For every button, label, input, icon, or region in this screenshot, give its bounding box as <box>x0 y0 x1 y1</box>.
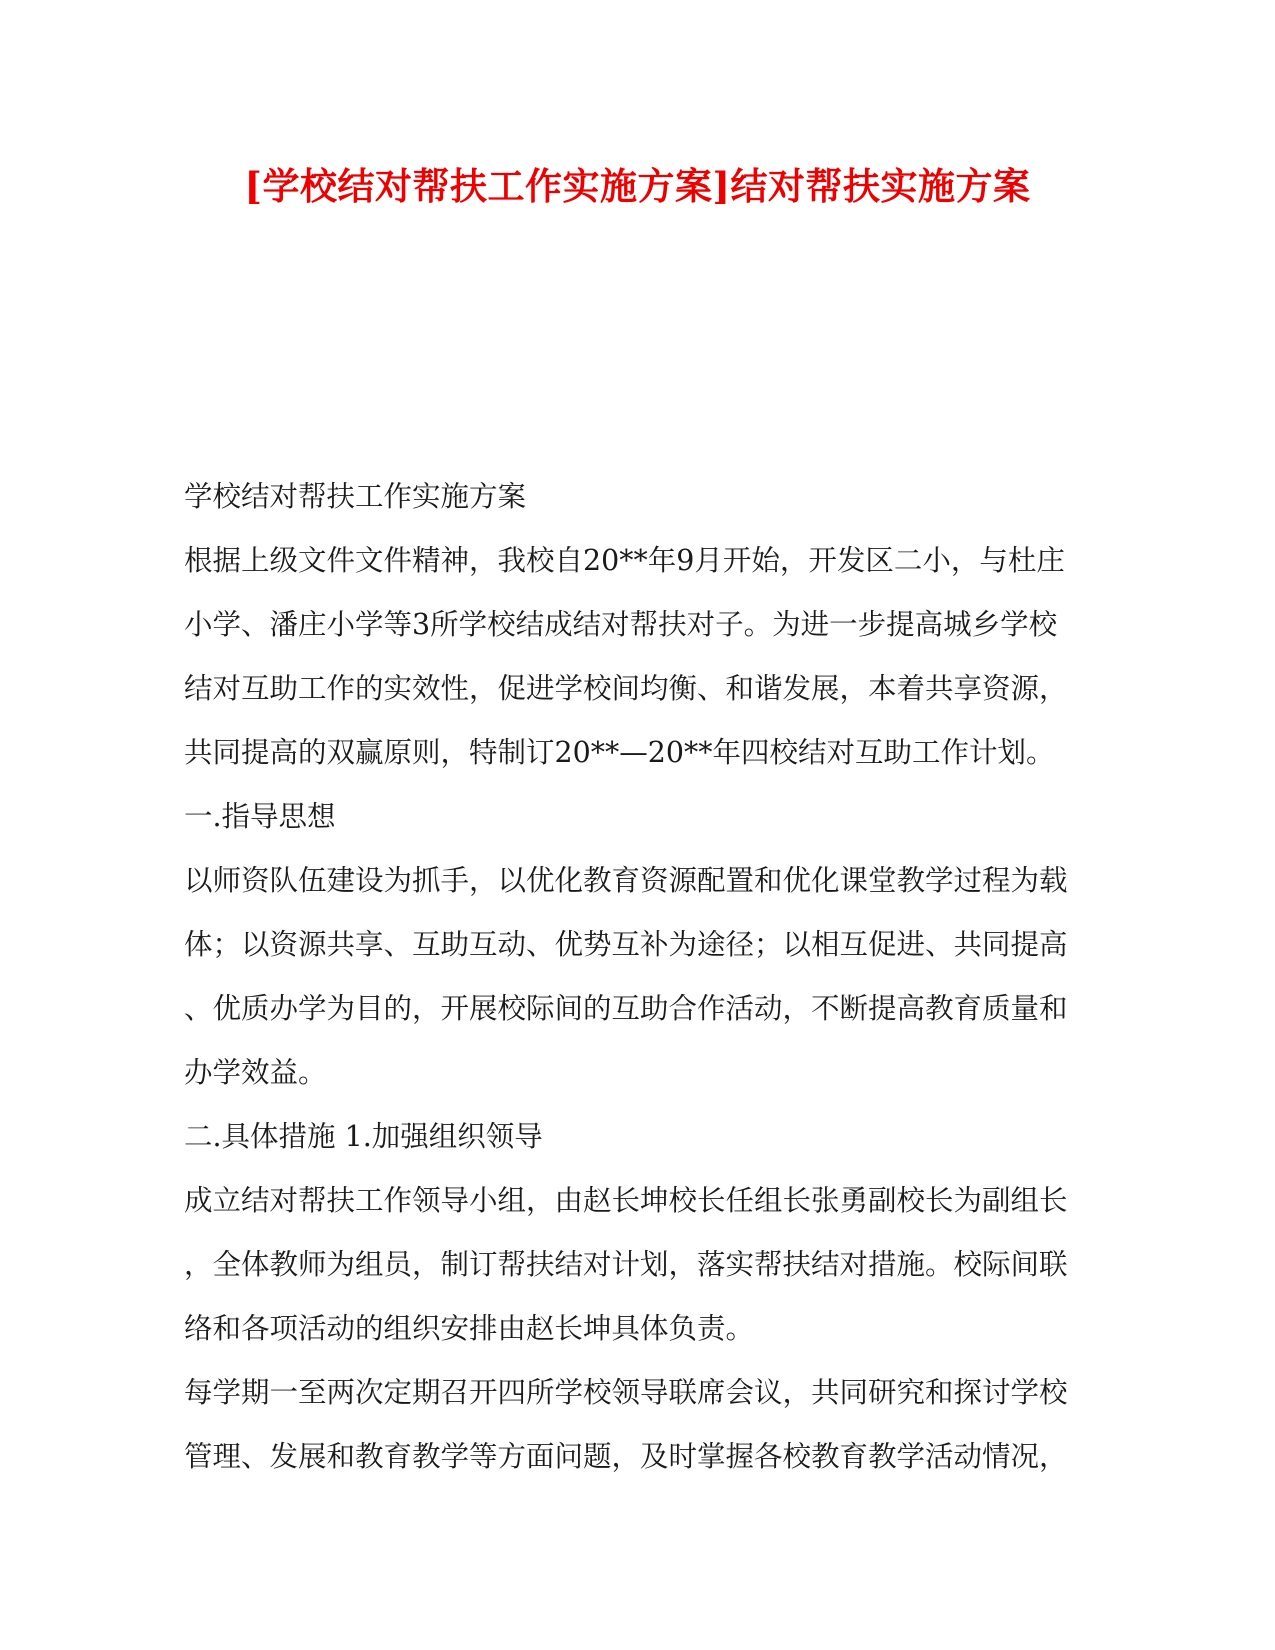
paragraph-line: 每学期一至两次定期召开四所学校领导联席会议，共同研究和探讨学校 <box>184 1376 1068 1409</box>
paragraph-line: ，全体教师为组员，制订帮扶结对计划，落实帮扶结对措施。校际间联 <box>184 1248 1068 1281</box>
paragraph-line: 管理、发展和教育教学等方面问题，及时掌握各校教育教学活动情况， <box>184 1440 1068 1473</box>
section-heading: 学校结对帮扶工作实施方案 <box>184 480 527 513</box>
document-body <box>184 465 1099 1489</box>
paragraph-line: 小学、潘庄小学等3所学校结成结对帮扶对子。为进一步提高城乡学校 <box>184 608 1058 641</box>
paragraph-line: 根据上级文件文件精神，我校自20**年9月开始，开发区二小，与杜庄 <box>184 544 1065 577</box>
paragraph-line: 成立结对帮扶工作领导小组，由赵长坤校长任组长张勇副校长为副组长 <box>184 1184 1068 1217</box>
section-heading: 二.具体措施 1.加强组织领导 <box>184 1120 543 1153</box>
paragraph-line: 办学效益。 <box>184 1056 327 1089</box>
paragraph-line: 以师资队伍建设为抓手，以优化教育资源配置和优化课堂教学过程为载 <box>184 864 1068 897</box>
document-title: [学校结对帮扶工作实施方案]结对帮扶实施方案 <box>244 164 1031 208</box>
paragraph-line: 共同提高的双赢原则，特制订20**—20**年四校结对互助工作计划。 <box>184 736 1055 769</box>
paragraph-line: 结对互助工作的实效性，促进学校间均衡、和谐发展，本着共享资源， <box>184 672 1068 705</box>
paragraph-line: 络和各项活动的组织安排由赵长坤具体负责。 <box>184 1312 755 1345</box>
paragraph-line: 、优质办学为目的，开展校际间的互助合作活动，不断提高教育质量和 <box>184 992 1068 1025</box>
paragraph-line: 体；以资源共享、互助互动、优势互补为途径；以相互促进、共同提高 <box>184 928 1068 961</box>
section-heading: 一.指导思想 <box>184 800 336 833</box>
